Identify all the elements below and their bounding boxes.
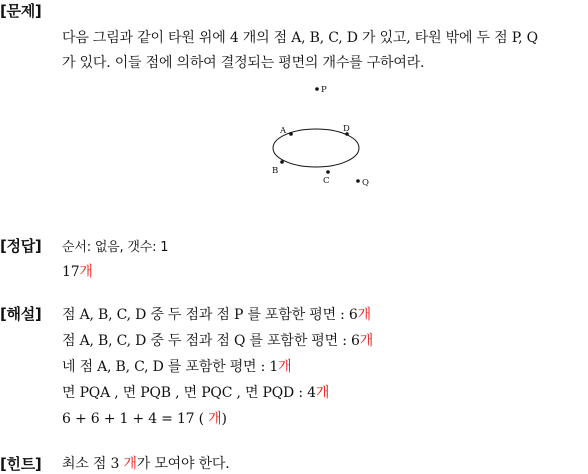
problem-line-2: 가 있다. 이들 점에 의하여 결정되는 평면의 개수를 구하여라. — [62, 55, 425, 71]
point-a-label: A — [280, 126, 287, 136]
answer-label: [정답] — [0, 237, 42, 255]
point-q-label: Q — [362, 178, 369, 188]
solution-line-3: 네 점 A, B, C, D 를 포함한 평면 : 1개 — [62, 359, 292, 375]
point-p-dot — [315, 87, 319, 91]
point-a-dot — [289, 132, 293, 136]
solution-label: [해설] — [0, 305, 42, 323]
answer-value — [62, 261, 93, 281]
solution-line-2: 점 A, B, C, D 중 두 점과 점 Q 를 포함한 평면 : 6개 — [62, 333, 374, 349]
answer-number: 17 — [62, 264, 80, 280]
point-b-label: B — [272, 166, 279, 176]
solution-line-4: 면 PQA , 면 PQB , 면 PQC , 면 PQD : 4개 — [62, 385, 330, 401]
point-c-label: C — [323, 176, 330, 186]
ellipse-figure — [262, 78, 382, 190]
hint-label: [힌트] — [0, 455, 42, 473]
point-b-dot — [280, 160, 284, 164]
point-q-dot — [356, 179, 360, 183]
problem-label: [문제] — [0, 2, 42, 20]
solution-line-5: 6 + 6 + 1 + 4 = 17 ( 개) — [62, 411, 227, 427]
problem-line-1: 다음 그림과 같이 타원 위에 4 개의 점 A, B, C, D 가 있고, 타원 밖에 두 점 P, Q — [62, 30, 538, 46]
answer-order: 순서: 없음, 갯수: 1 — [62, 240, 169, 255]
answer-unit: 개 — [79, 264, 93, 280]
point-c-dot — [326, 170, 330, 174]
hint-text: 최소 점 3 개가 모여야 한다. — [62, 456, 230, 472]
solution-line-1: 점 A, B, C, D 중 두 점과 점 P 를 포함한 평면 : 6개 — [62, 307, 371, 323]
point-d-label: D — [343, 124, 350, 134]
point-p-label: P — [321, 85, 327, 95]
